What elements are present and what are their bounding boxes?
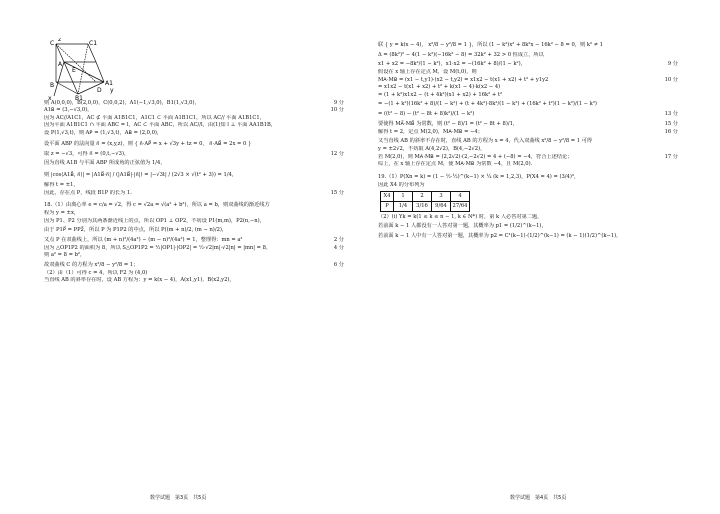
page-footer-left: 数学试题 第3页 共5页 [150, 495, 207, 501]
solution-text: 因此，存在点 P，线段 B1P 的长为 1. [44, 189, 132, 196]
solution-text: = −(1 + k²)(16k² + 8)/(1 − k²) + (t + 4k²)·8k²/(1 − k²) + (16k² + t²)(1 − k²)/(1 − k²) [378, 101, 597, 108]
solution-text: 因此 X4 的分布列为 [378, 181, 425, 188]
solution-text: 综上，在 x 轴上存在定点 M，使 MA⃗·MB⃗ 为常数 −4，且 M(2,0). [378, 161, 533, 168]
solution-text: 19.（1）P(Xn = k) = (1 − ½·½)^(k−1) × ¼ (k = 1,2,3)，P(X4 = 4) = (3/4)³， [378, 173, 580, 180]
table-header-cell: P [381, 202, 394, 212]
solution-line [44, 122, 344, 129]
figure-label: x [48, 95, 52, 100]
solution-text: （2）由（1）可得 c = 4，所以 F2 为 (4,0) [44, 269, 148, 276]
table-row [381, 202, 470, 212]
solution-line [44, 137, 344, 151]
solution-text: 设 P(1,√3,t)，则 AP⃗ = (1,√3,t)，AB⃗ = (2,0,0)， [44, 129, 163, 136]
solution-text: 取 z = −√3，可得 n⃗ = (0,t,−√3)， [44, 151, 130, 158]
solution-text: 因为 AC//A1C1，AC ⊄ 平面 A1B1C1，A1C1 ⊂ 平面 A1B1C1，所以 AC// 平面 A1B1C1， [44, 114, 265, 121]
solution-line [44, 270, 344, 277]
solution-line [378, 129, 678, 136]
solution-line [378, 77, 678, 84]
score-mark: 2 分 [333, 237, 344, 244]
solution-line [44, 277, 344, 284]
table-cell: 3/16 [413, 202, 432, 212]
solution-line [378, 231, 678, 241]
solution-line [378, 69, 678, 76]
solution-text: = (1 + k²)x1x2 − (t + 4k²)(x1 + x2) + 16k² + t² [378, 91, 503, 98]
figure-label: C1 [89, 40, 98, 47]
solution-line [44, 235, 344, 245]
solution-line [378, 59, 678, 69]
solution-line [378, 84, 678, 91]
solution-text: 若 M(2,0)，则 MA⃗·MB⃗ = (2,2√2)·(2,−2√2) = 4 + (−8) = −4，符合上述结论； [378, 153, 573, 160]
solution-line [44, 200, 344, 210]
figure-label: B [50, 82, 55, 89]
solution-text: 当直线 AB 的斜率存在时，设 AB 方程为：y = k(x − 4)，A(x1,y1)，B(x2,y2)， [44, 277, 235, 284]
solution-line [44, 225, 344, 235]
solution-line [44, 158, 344, 168]
solution-text: 解得 t = 2，定点 M(2,0)，MA⃗·MB⃗ = −4； [378, 129, 483, 136]
prism-diagram-icon [48, 38, 118, 100]
score-mark: 15 分 [664, 121, 678, 128]
solution-text: 因为平面 A1B1C1 ∩ 平面 ABC = l，AC ⊂ 平面 ABC，所以 AC//l，由(1)知 l ⊥ 平面 AA1B1B， [44, 122, 277, 129]
solution-text: y = ±2√2，不妨取 A(4,2√2)，B(4,−2√2)， [378, 146, 486, 153]
solution-line [378, 154, 678, 161]
figure-label: B1 [75, 95, 83, 100]
solution-text: 又点 P 在双曲线上，所以 (m + n)²/(4a²) − (m − n)²/(4a²) = 1，整理得：mn = a² [44, 237, 243, 244]
table-cell: 9/64 [432, 202, 451, 212]
solution-text: 联 { y = k(x − 4)， x²/8 − y²/8 = 1 }，所以 (1 − k²)x² + 8k²x − 16k² − 8 = 0，则 k² ≠ 1 [378, 42, 603, 48]
solution-text: x1 + x2 = −8k²/(1 − k²)，x1·x2 = −(16k² + 8)/(1 − k²)， [378, 61, 526, 68]
solution-line [44, 218, 344, 225]
table-cell: 2 [413, 192, 432, 202]
left-column [44, 38, 344, 285]
solution-text: MA⃗·MB⃗ = (x1 − t,y1)·(x2 − t,y2) = x1x2 − t(x1 + x2) + t² + y1y2 [378, 76, 549, 83]
solution-line [378, 109, 678, 119]
solution-text: 则 |cos⟨A1B⃗, n⃗⟩| = |A1B⃗·n⃗| / (|A1B⃗|·|n⃗|) = |−√3t| / (2√3 × √(t² + 3)) = 1/4， [44, 172, 238, 179]
solution-line [44, 100, 344, 107]
solution-line [378, 221, 678, 231]
solution-line [44, 260, 344, 270]
figure-label: D [97, 87, 102, 94]
solution-line [44, 245, 344, 252]
prism-figure [48, 38, 118, 100]
table-cell: 4 [451, 192, 470, 202]
solution-line [378, 146, 678, 153]
solution-text: 因为 △OP1P2 的面积为 8，所以 S△OP1P2 = ½|OP1|·|OP2| = ½·√2|m|·√2|n| = |mn| = 8， [44, 245, 272, 252]
solution-text: = x1x2 − t(x1 + x2) + t² + k(x1 − 4)·k(x2 − 4) [378, 84, 501, 91]
table-cell: 3 [432, 192, 451, 202]
solution-text: 假设在 x 轴上存在定点 M，设 M(t,0)，则 [378, 69, 477, 76]
solution-line [378, 214, 678, 221]
solution-text: （2）(i) Yk = k(1 ≤ k ≤ n − 1, k ∈ N*) 时，第 k 人必答对第二题， [378, 214, 543, 221]
solution-text: 解得 t = ±1， [44, 182, 79, 189]
solution-line [44, 168, 344, 182]
figure-label: C [50, 40, 55, 47]
table-row [381, 192, 470, 202]
solution-text: Δ = (8k²)² − 4(1 − k²)(−16k² − 8) = 32k² + 32 > 0 恒成立，所以 [378, 52, 544, 58]
solution-line [378, 99, 678, 109]
score-mark: 4 分 [333, 245, 344, 252]
score-mark: 6 分 [333, 261, 344, 268]
solution-text: 则 A(0,0,0)，B(2,0,0)，C(0,0,2)，A1(−1,√3,0)，B1(1,√3,0)， [44, 100, 200, 106]
solution-text: = ((t² − 8) − (t² − 8t + 8)k²)/(1 − k²) [378, 111, 475, 118]
table-header-cell: X4 [381, 192, 394, 202]
solution-line [44, 130, 344, 137]
figure-label: y [110, 87, 114, 94]
score-mark: 12 分 [330, 151, 344, 158]
solution-line [44, 182, 344, 189]
solution-text: 18.（1）由离心率 e = c/a = √2，得 c = √2a = √(a² + b²)，所以 a = b，则双曲线的渐近线方 [44, 202, 270, 209]
solution-line [378, 182, 678, 189]
page-footer-right: 数学试题 第4页 共5页 [510, 495, 567, 501]
score-mark: 15 分 [330, 189, 344, 196]
solution-text: 程为 y = ±x， [44, 210, 80, 217]
solution-line [44, 115, 344, 122]
solution-line [378, 119, 678, 129]
solution-line [378, 172, 678, 182]
right-solution-lines [378, 38, 678, 189]
right-column [378, 38, 678, 241]
figure-label: z [58, 38, 62, 43]
solution-text: 又当直线 AB 的斜率不存在时，直线 AB 的方程为 x = 4，代入双曲线 x²/8 − y²/8 = 1 可得 [378, 138, 593, 145]
solution-text: 因为直线 A1B 与平面 ABP 所成角的正弦值为 1/4， [44, 160, 166, 167]
table-cell: 1/4 [394, 202, 413, 212]
right-solution-lines-continued [378, 214, 678, 241]
figure-label: E [72, 67, 76, 74]
solution-line [378, 136, 678, 146]
solution-line [44, 151, 344, 158]
solution-text: 设平面 ABP 的法向量 n⃗ = (x,y,z)，则 { n⃗·AP⃗ = x + √3y + tz = 0， n⃗·AB⃗ = 2x = 0 } [44, 141, 252, 148]
score-mark: 9 分 [333, 100, 344, 106]
solution-text: A1B⃗ = (3,−√3,0)， [44, 107, 93, 114]
solution-line [44, 252, 344, 259]
solution-text: 若前面 k − 1 人都没有一人答对第一题，其概率为 p1 = (1/2)^(k−1)， [378, 223, 547, 230]
solution-line [44, 210, 344, 217]
solution-text: 因为 P1、P2 分别为其两条渐近线上的点，所以 OP1 ⊥ OP2，不妨设 P1(m,m)，P2(n,−n)， [44, 217, 265, 224]
figure-label: A [58, 61, 63, 68]
solution-line [378, 161, 678, 168]
solution-line [378, 92, 678, 99]
table-cell: 1 [394, 192, 413, 202]
table-cell: 27/64 [451, 202, 470, 212]
score-mark: 17 分 [664, 153, 678, 160]
score-mark: 10 分 [330, 107, 344, 114]
score-mark: 16 分 [664, 129, 678, 136]
score-mark: 13 分 [664, 111, 678, 118]
score-mark: 10 分 [664, 76, 678, 83]
solution-text: 则 a² = 8 = b²， [44, 252, 86, 259]
solution-line [378, 38, 678, 52]
solution-text: 若前面 k − 1 人中有一人答对第一题，其概率为 p2 = C¹(k−1)·(1/2)^(k−1) = (k − 1)(1/2)^(k−1)， [378, 233, 622, 240]
score-mark: 9 分 [667, 61, 678, 68]
solution-text: 要使得 MA⃗·MB⃗ 为常数，则 (t² − 8)/1 = (t² − 8t + 8)/1， [378, 121, 519, 128]
solution-line [44, 190, 344, 197]
figure-label: A1 [105, 80, 113, 87]
solution-line [378, 52, 678, 59]
distribution-table [380, 191, 470, 212]
solution-text: 故双曲线 C 的方程为 x²/8 − y²/8 = 1； [44, 261, 139, 268]
solution-text: 由于 P1P⃗ = PP2⃗，所以 P 为 P1P2 的中点，所以 P((m + n)/2, (m − n)/2)， [44, 227, 228, 234]
solution-line [44, 107, 344, 114]
left-solution-lines [44, 100, 344, 285]
